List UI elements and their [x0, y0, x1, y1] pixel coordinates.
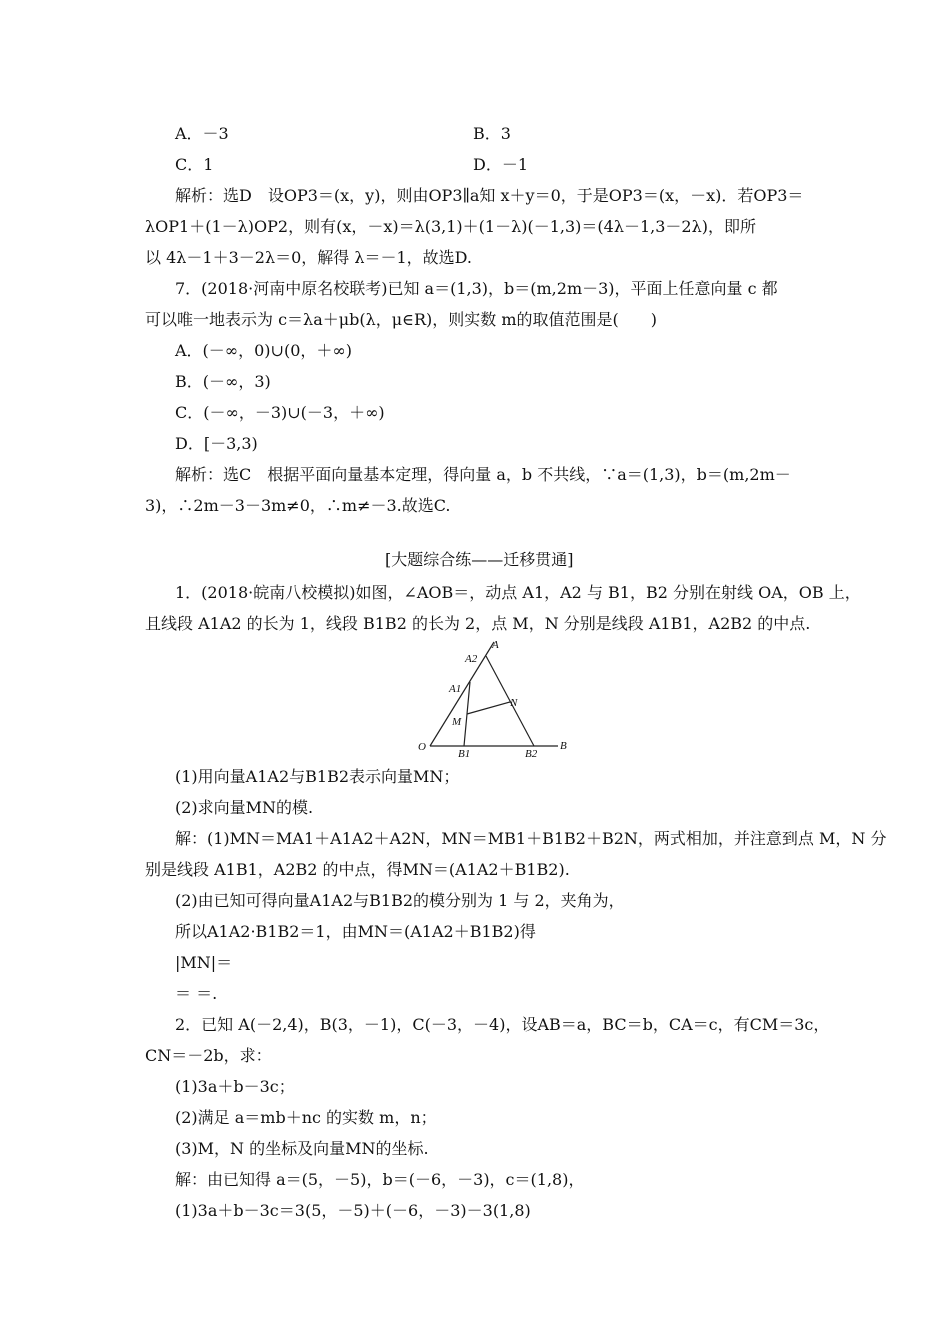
q7-option-d: D．[－3,3): [175, 434, 258, 453]
label-a1: A1: [449, 683, 462, 695]
q6-option-b: B．3: [473, 124, 511, 143]
q6-solution-line-2: λOP1＋(1－λ)OP2，则有(x，－x)＝λ(3,1)＋(1－λ)(－1,3)＝(4λ－1,3－2λ)，即所: [145, 217, 756, 236]
label-n: N: [510, 697, 518, 709]
p1-solution-line-3: (2)由已知可得向量A1A2与B1B2的模分别为 1 与 2，夹角为，: [175, 891, 625, 910]
label-a: A: [492, 639, 499, 651]
q7-option-c: C．(－∞，－3)∪(－3，＋∞): [175, 403, 385, 422]
q6-option-a: A．－3: [175, 124, 229, 143]
label-o: O: [418, 741, 426, 753]
p2-solution-line-2: (1)3a＋b－3c＝3(5，－5)＋(－6，－3)－3(1,8): [175, 1201, 531, 1220]
p1-solution-line-4: 所以A1A2·B1B2＝1，由MN＝(A1A2＋B1B2)得: [175, 922, 536, 941]
p1-solution-line-2: 别是线段 A1B1，A2B2 的中点，得MN＝(A1A2＋B1B2).: [145, 860, 570, 879]
q7-solution-line-1: 解析：选C 根据平面向量基本定理，得向量 a，b 不共线，∵a＝(1,3)，b＝(m,2m－: [175, 465, 791, 484]
triangle-figure: [410, 636, 580, 758]
p2-question-3: (3)M，N 的坐标及向量MN的坐标.: [175, 1139, 429, 1158]
label-b: B: [560, 740, 567, 752]
p1-solution-line-1: 解：(1)MN＝MA1＋A1A2＋A2N，MN＝MB1＋B1B2＋B2N，两式相加，并注意到点 M，N 分: [175, 829, 887, 848]
p1-solution-line-5: |MN|＝: [175, 953, 233, 972]
p1-question-1: (1)用向量A1A2与B1B2表示向量MN；: [175, 767, 460, 786]
q7-stem-line-1: 7．(2018·河南中原名校联考)已知 a＝(1,3)，b＝(m,2m－3)，平面上任意向量 c 都: [175, 279, 778, 298]
q7-option-b: B．(－∞，3): [175, 372, 271, 391]
section-title: [大题综合练——迁移贯通]: [385, 550, 574, 569]
q6-option-c: C．1: [175, 155, 214, 174]
q7-option-a: A．(－∞，0)∪(0，＋∞): [175, 341, 352, 360]
p1-stem-line-2: 且线段 A1A2 的长为 1，线段 B1B2 的长为 2，点 M，N 分别是线段 A1B1，A2B2 的中点.: [145, 614, 811, 633]
label-b1: B1: [458, 748, 471, 758]
q6-option-d: D．－1: [473, 155, 529, 174]
p1-question-2: (2)求向量MN的模.: [175, 798, 314, 817]
q6-solution-line-3: 以 4λ－1＋3－2λ＝0，解得 λ＝－1，故选D.: [145, 248, 473, 267]
label-m: M: [452, 716, 462, 728]
p1-stem-line-1: 1．(2018·皖南八校模拟)如图，∠AOB＝，动点 A1，A2 与 B1，B2 分别在射线 OA，OB 上，: [175, 583, 861, 602]
p2-question-1: (1)3a＋b－3c；: [175, 1077, 295, 1096]
ray-oa: [430, 642, 494, 746]
p1-solution-line-6: ＝ ＝.: [175, 984, 218, 1003]
p2-stem-line-2: CN＝－2b，求：: [145, 1046, 272, 1065]
segment-mn: [467, 702, 510, 714]
p2-question-2: (2)满足 a＝mb＋nc 的实数 m，n；: [175, 1108, 437, 1127]
q6-solution-line-1: 解析：选D 设OP3＝(x，y)，则由OP3∥a知 x＋y＝0，于是OP3＝(x，－x)．若OP3＝: [175, 186, 804, 205]
p2-solution-line-1: 解：由已知得 a＝(5，－5)，b＝(－6，－3)，c＝(1,8)，: [175, 1170, 585, 1189]
q7-solution-line-2: 3)，∴2m－3－3m≠0，∴m≠－3.故选C.: [145, 496, 451, 515]
p2-stem-line-1: 2．已知 A(－2,4)，B(3，－1)，C(－3，－4)，设AB＝a，BC＝b，CA＝c，有CM＝3c，: [175, 1015, 830, 1034]
label-b2: B2: [525, 748, 538, 758]
label-a2: A2: [465, 653, 478, 665]
q7-stem-line-2: 可以唯一地表示为 c＝λa＋μb(λ，μ∈R)，则实数 m的取值范围是( ): [145, 310, 658, 329]
